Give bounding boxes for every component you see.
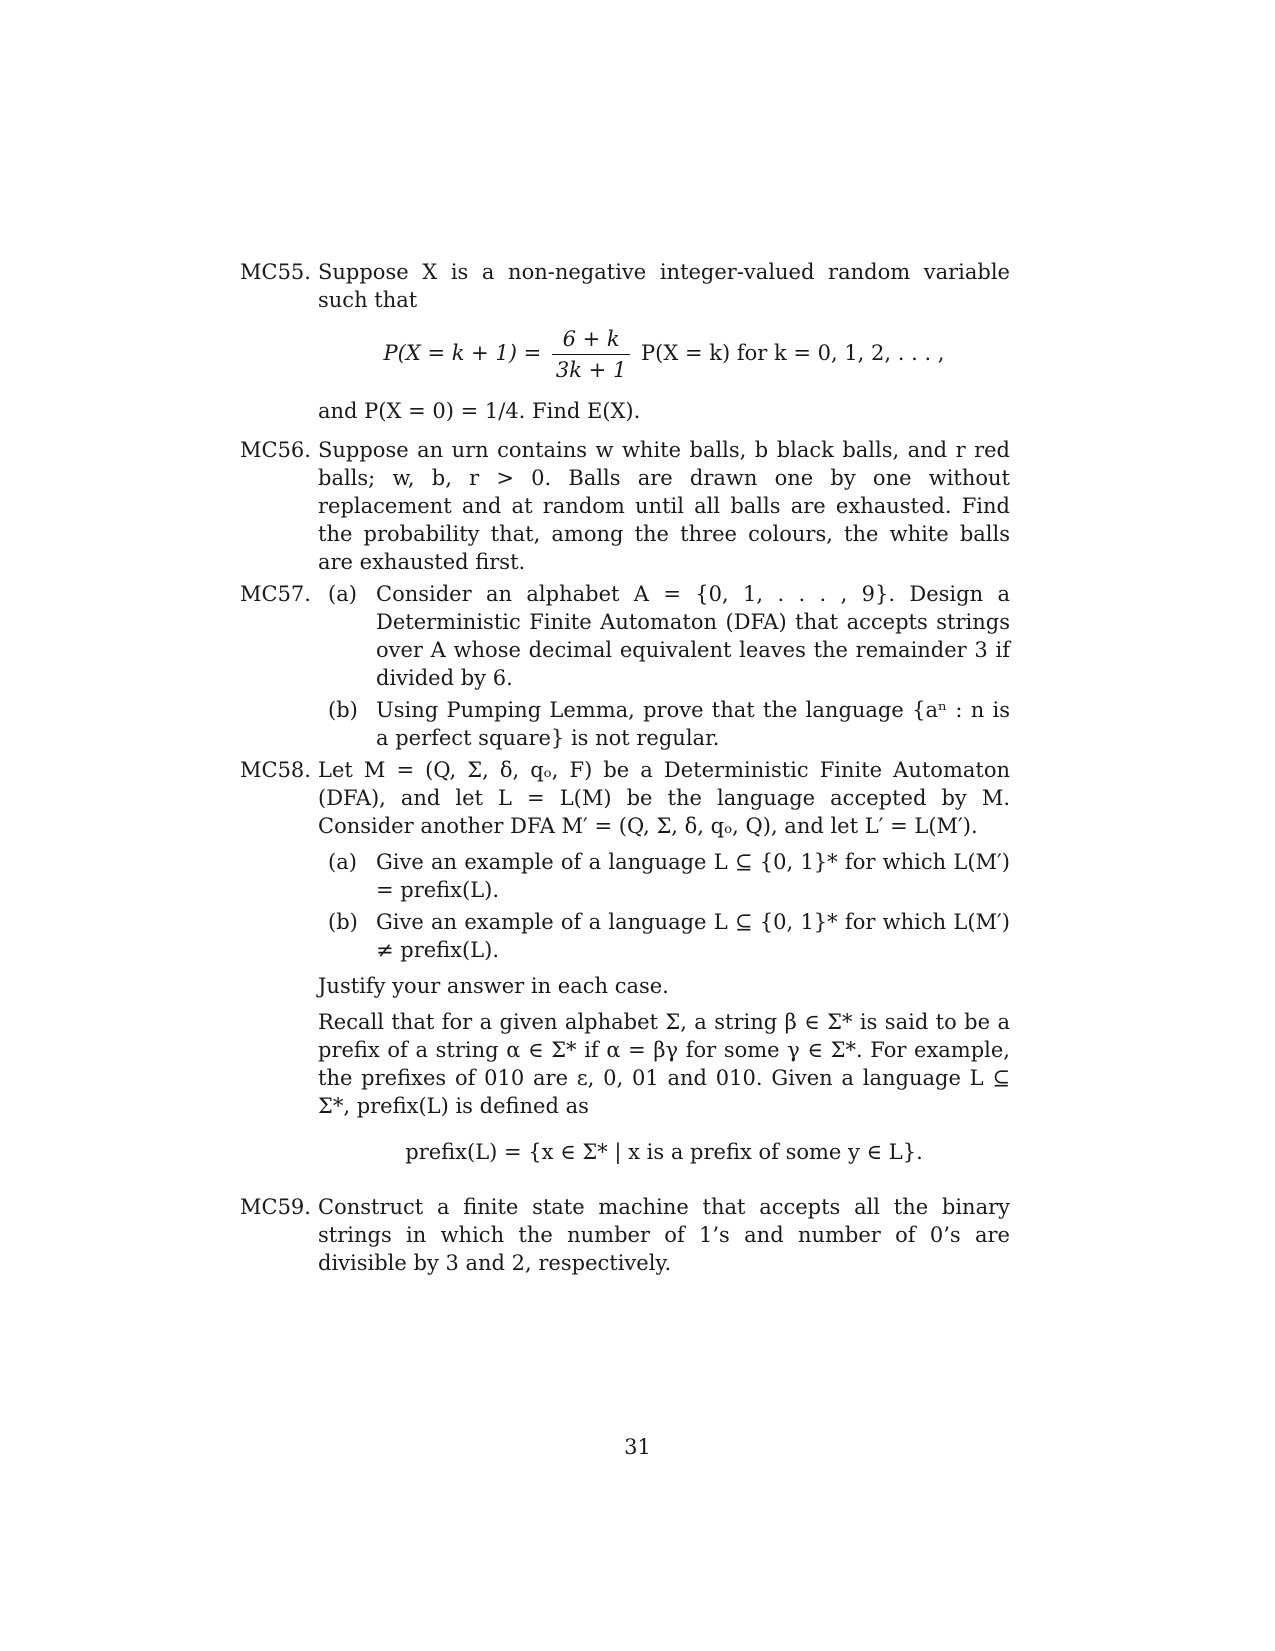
- problem-mc58: [240, 756, 1010, 1178]
- problem-text: Suppose X is a non-negative integer-valued random variable such that: [318, 260, 1010, 312]
- problem-label: MC58.: [240, 758, 311, 782]
- problem-text: Suppose an urn contains w white balls, b black balls, and r red balls; w, b, r > 0. Balls are drawn one by one without replacement and at random until all balls are exhausted. Find the probability that, among the three colours, the white balls are exhausted first.: [318, 438, 1010, 574]
- problem-label: MC57.: [240, 582, 311, 606]
- page-number: 31: [624, 1435, 651, 1459]
- recall-text: Recall that for a given alphabet Σ, a string β ∈ Σ* is said to be a prefix of a string α ∈ Σ* if α = βγ for some γ ∈ Σ*. For example, the prefixes of 010 are ε, 0, 01 and 010. Given a language L ⊆ Σ*, prefix(L) is defined as: [318, 1010, 1010, 1118]
- equation-rhs: P(X = k) for k = 0, 1, 2, . . . ,: [641, 341, 945, 365]
- equation-lhs: P(X = k + 1) =: [383, 341, 542, 365]
- subpart-text: Give an example of a language L ⊆ {0, 1}* for which L(M′) ≠ prefix(L).: [376, 910, 1010, 962]
- justify-text: Justify your answer in each case.: [318, 974, 669, 998]
- subpart-text: Consider an alphabet A = {0, 1, . . . , 9}. Design a Deterministic Finite Automaton (DFA) that accepts strings over A whose decimal equivalent leaves the remainder 3 if divided by 6.: [376, 582, 1010, 690]
- problem-label: MC59.: [240, 1195, 311, 1219]
- problem-text: and P(X = 0) = 1/4. Find E(X).: [318, 399, 641, 423]
- prefix-definition: prefix(L) = {x ∈ Σ* | x is a prefix of some y ∈ L}.: [405, 1140, 923, 1164]
- problem-text: Construct a finite state machine that accepts all the binary strings in which the number of 1’s and number of 0’s are divisible by 3 and 2, respectively.: [318, 1195, 1010, 1275]
- problem-label: MC56.: [240, 438, 311, 462]
- subpart-text: Give an example of a language L ⊆ {0, 1}* for which L(M′) = prefix(L).: [376, 850, 1010, 902]
- subpart-label: (a): [328, 582, 357, 606]
- problem-label: MC55.: [240, 260, 311, 284]
- problem-mc59: [240, 1193, 1010, 1277]
- subpart-b: [328, 696, 1010, 752]
- subpart-a: [328, 580, 1010, 692]
- problem-mc56: [240, 436, 1010, 576]
- problem-intro: Let M = (Q, Σ, δ, qₒ, F) be a Deterministic Finite Automaton (DFA), and let L = L(M) be the language accepted by M. Consider another DFA M′ = (Q, Σ, δ, qₒ, Q), and let L′ = L(M′).: [318, 758, 1010, 838]
- problem-mc57: [240, 580, 1010, 752]
- subpart-label: (a): [328, 850, 357, 874]
- subpart-label: (b): [328, 910, 358, 934]
- fraction-denominator: 3k + 1: [555, 358, 627, 382]
- display-equation: [318, 324, 1010, 385]
- subpart-b: [328, 908, 1010, 964]
- subpart-a: [328, 848, 1010, 904]
- subpart-text: Using Pumping Lemma, prove that the language {aⁿ : n is a perfect square} is not regular.: [376, 698, 1010, 750]
- fraction-numerator: 6 + k: [552, 324, 630, 355]
- problem-mc55: [240, 258, 1010, 425]
- fraction: [552, 324, 630, 385]
- subpart-label: (b): [328, 698, 358, 722]
